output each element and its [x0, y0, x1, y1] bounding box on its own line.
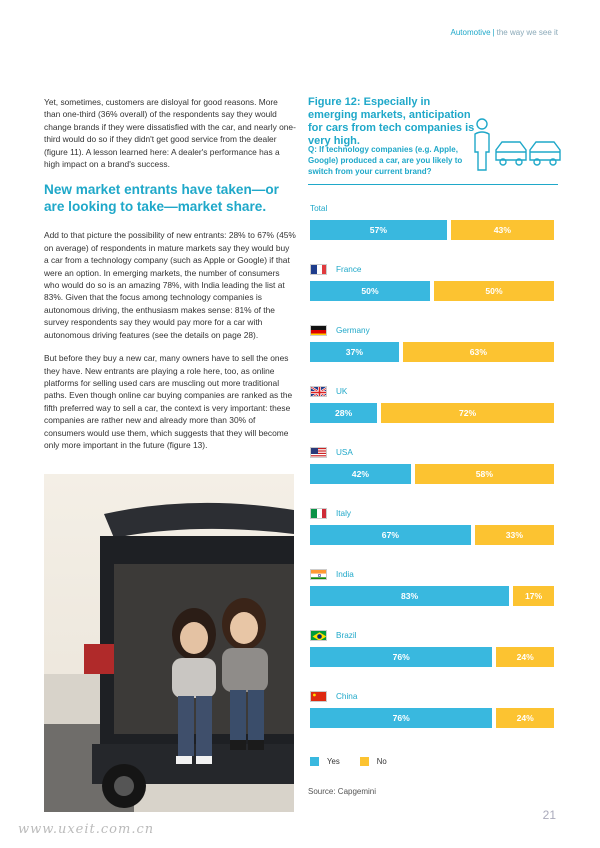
bar-no [381, 403, 554, 423]
legend-item-yes [310, 757, 340, 766]
section-heading: New market entrants have taken—or are looking to take—market share. [44, 182, 279, 215]
bar-yes [310, 342, 399, 362]
bar-row-italy [308, 505, 556, 561]
data-label-no: 24% [516, 713, 534, 723]
bar-no [496, 647, 554, 667]
chart-legend [310, 757, 407, 766]
bar-no [496, 708, 554, 728]
paragraph-1: Yet, sometimes, customers are disloyal for good reasons. More than one-third (36% overall) of the respondents say they would change brands if they were dissatisfied with the car, and nearly one-third would do so if they didn't get good service from the dealer (figure 11). A lesson learned here: A dealer's performance has a high impact on a brand's success. [44, 97, 296, 170]
category-text: Brazil [336, 630, 357, 640]
china-flag-icon [310, 691, 327, 702]
header-tagline: the way we see it [496, 28, 558, 37]
stacked-bar [310, 220, 554, 240]
data-label-no: 63% [469, 347, 487, 357]
stacked-bar [310, 525, 554, 545]
france-flag-icon [310, 264, 327, 275]
data-label-yes: 37% [345, 347, 363, 357]
stacked-bar [310, 464, 554, 484]
survey-question: Q: If technology companies (e.g. Apple, Google) produced a car, are you likely to switch from your current brand? [308, 145, 463, 177]
bar-row-india [308, 566, 556, 622]
bar-yes [310, 403, 377, 423]
bar-row-uk [308, 383, 556, 439]
bar-yes [310, 464, 411, 484]
page-number: 21 [542, 808, 556, 822]
figure-divider [308, 184, 558, 185]
bar-row-germany [308, 322, 556, 378]
bar-yes [310, 525, 471, 545]
stacked-bar [310, 647, 554, 667]
paragraph-2: Add to that picture the possibility of new entrants: 28% to 67% (45% on average) of respondents in mature markets say they would buy a car from a technology company (such as Apple or Google) if that were an option. In emerging markets, the number of consumers who would do so is an amazing 78%, with India leading the list at 83%. Given that the focus among technology companies is autonomous driving, the enthusiasm makes sense: 81% of the survey respondents say they would pay more for a car with autonomous driving features (see the details on page 28). [44, 230, 296, 340]
data-label-yes: 57% [369, 225, 387, 235]
legend-item-no [360, 757, 387, 766]
legend-label-no: No [376, 757, 387, 766]
stacked-bar [310, 708, 554, 728]
data-label-no: 33% [505, 530, 523, 540]
data-label-no: 17% [524, 591, 543, 601]
category-text: France [336, 264, 362, 274]
uk-flag-icon [310, 386, 327, 397]
legend-swatch-yes [310, 757, 319, 766]
germany-flag-icon [310, 325, 327, 336]
category-label [310, 690, 357, 702]
data-label-yes: 50% [361, 286, 379, 296]
data-label-no: 72% [458, 408, 477, 418]
paragraph-3: But before they buy a new car, many owners have to sell the ones they have. New entrants are playing a role here, too, as online platforms for selling used cars are muscling out more traditional paths. Even though online car buying companies are ranked as the fifth preferred way to sell a car, the context is very important: these companies are rather new and already more than 30% of consumers would use them, which suggests that they will become only more important in the future (figure 13). [44, 353, 293, 450]
category-label [310, 629, 356, 641]
bar-yes [310, 586, 509, 606]
category-text: India [336, 569, 354, 579]
italy-flag-icon [310, 508, 327, 519]
data-label-no: 24% [516, 652, 534, 662]
header-separator: | [492, 28, 495, 37]
stacked-bar [310, 586, 554, 606]
data-label-no: 43% [493, 225, 511, 235]
bar-yes [310, 281, 430, 301]
data-label-yes: 83% [400, 591, 419, 601]
bar-no [513, 586, 554, 606]
category-label [310, 385, 347, 397]
category-label [310, 202, 327, 214]
bar-no [415, 464, 554, 484]
figure-source: Source: Capgemini [308, 787, 377, 796]
bar-no [451, 220, 554, 240]
bar-row-france [308, 261, 556, 317]
india-flag-icon [310, 569, 327, 580]
category-text: USA [336, 447, 353, 457]
stacked-bar [310, 342, 554, 362]
bar-no [403, 342, 554, 362]
body-text-column [44, 96, 296, 462]
bar-row-china [308, 688, 556, 744]
legend-label-yes: Yes [327, 757, 340, 766]
category-label [310, 324, 370, 336]
category-text: Total [310, 203, 328, 213]
stacked-bar [310, 281, 554, 301]
category-label [310, 507, 351, 519]
watermark: www.uxeit.com.cn [18, 822, 155, 837]
figure-title: Figure 12: Especially in emerging markets, anticipation for cars from tech companies is very high. [308, 96, 475, 147]
bar-no [475, 525, 554, 545]
data-label-no: 50% [485, 286, 503, 296]
stacked-bar-chart [308, 200, 556, 760]
category-label [310, 263, 361, 275]
legend-swatch-no [360, 757, 369, 766]
brazil-flag-icon [310, 630, 327, 641]
stacked-bar [310, 403, 554, 423]
bar-no [434, 281, 554, 301]
section-name: Automotive [450, 28, 491, 37]
bar-row-total [308, 200, 556, 256]
category-label [310, 446, 353, 458]
category-text: Germany [336, 325, 370, 335]
data-label-yes: 42% [351, 469, 369, 479]
car-trunk-photo [44, 474, 294, 812]
person-and-cars-icon [472, 116, 562, 172]
category-text: Italy [336, 508, 352, 518]
page-header [451, 28, 558, 37]
bar-row-brazil [308, 627, 556, 683]
data-label-no: 58% [475, 469, 493, 479]
bar-yes [310, 708, 492, 728]
category-label [310, 568, 354, 580]
data-label-yes: 76% [392, 652, 410, 662]
data-label-yes: 76% [392, 713, 410, 723]
category-text: China [336, 691, 358, 701]
data-label-yes: 67% [381, 530, 399, 540]
bar-yes [310, 647, 492, 667]
data-label-yes: 28% [334, 408, 353, 418]
usa-flag-icon [310, 447, 327, 458]
bar-row-usa [308, 444, 556, 500]
bar-yes [310, 220, 447, 240]
category-text: UK [336, 386, 348, 396]
